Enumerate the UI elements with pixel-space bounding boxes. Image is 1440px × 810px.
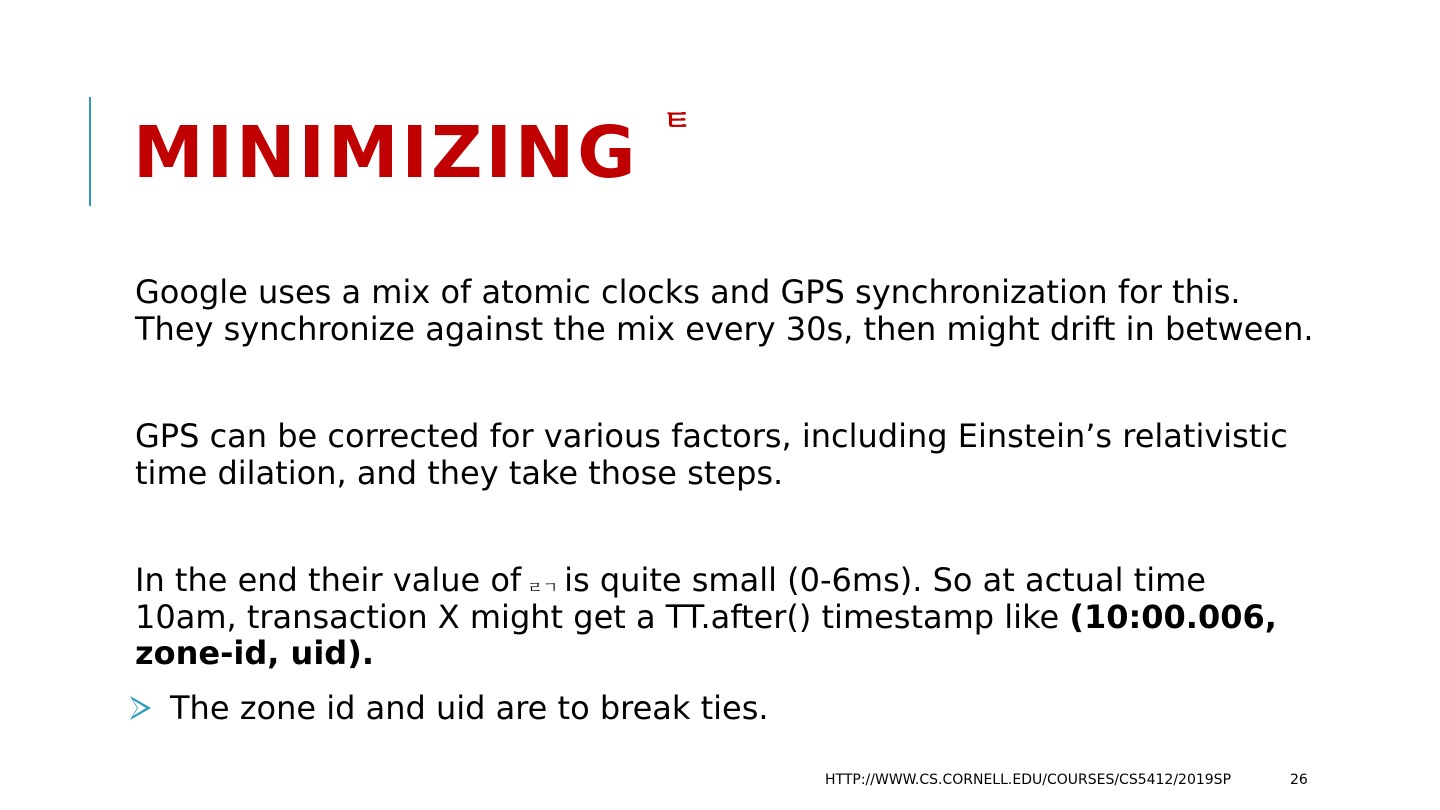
paragraph-line [135, 599, 1277, 636]
paragraph-line: Google uses a mix of atomic clocks and GPS synchronization for this. [135, 273, 1241, 311]
paragraph-text: is quite small (0-6ms). So at actual time [564, 561, 1206, 599]
paragraph-text: In the end their value of [135, 561, 522, 599]
epsilon-symbol-glyph: ㄹㄱ [527, 578, 559, 597]
paragraph-line: GPS can be corrected for various factors, including Einstein’s relativistic [135, 417, 1288, 455]
slide-number: 26 [1290, 772, 1308, 788]
slide-title [133, 104, 695, 198]
bullet-item [128, 690, 769, 726]
paragraph-line: time dilation, and they take those steps. [135, 453, 784, 492]
title-accent-bar [89, 97, 91, 206]
title-symbol-glyph: ㅌ [662, 104, 695, 139]
paragraph-line [135, 562, 1277, 599]
paragraph-line: They synchronize against the mix every 30s, then might drift in between. [135, 309, 1314, 348]
footer-url: HTTP://WWW.CS.CORNELL.EDU/COURSES/CS5412/2019SP [825, 772, 1232, 788]
timestamp-bold-text: zone-id, uid). [135, 634, 374, 672]
paragraph-text: 10am, transaction X might get a TT.after() timestamp like [135, 597, 1060, 636]
timestamp-bold-text: (10:00.006, [1069, 597, 1277, 636]
paragraph-clocks [135, 274, 1314, 347]
paragraph-gps [135, 418, 1288, 491]
paragraph-epsilon [135, 562, 1277, 672]
bullet-text: The zone id and uid are to break ties. [170, 689, 769, 727]
slide-title-text: MINIMIZING [133, 111, 639, 194]
arrow-bullet-icon [128, 694, 152, 722]
